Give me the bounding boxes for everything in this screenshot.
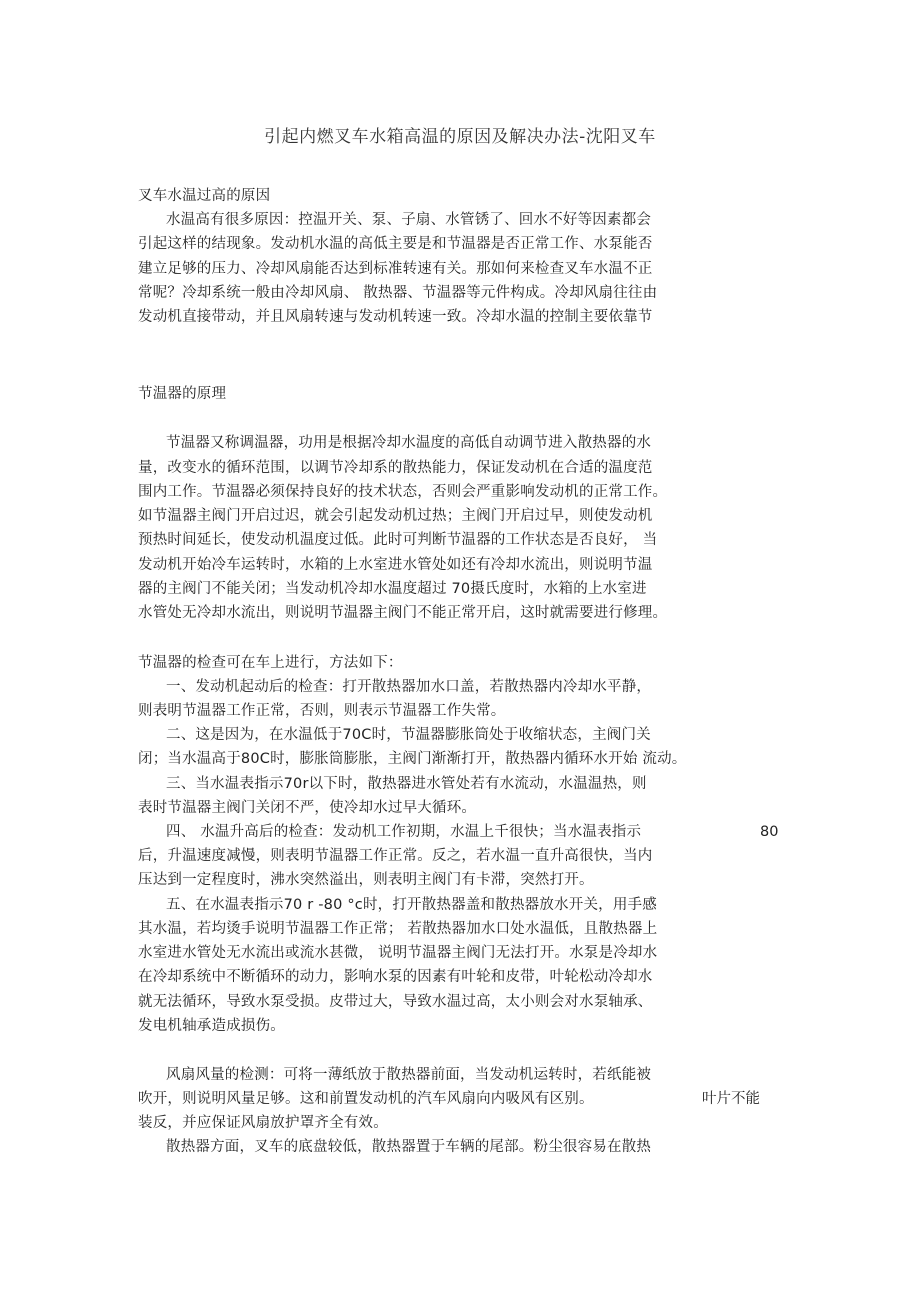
paragraph-line: 在冷却系统中不断循环的动力，影响水泵的因素有叶轮和皮带，叶轮松动冷却水 [138,969,653,985]
paragraph-fragment: 叶片不能 [702,1091,760,1107]
paragraph-line: 发动机直接带动，并且风扇转速与发动机转速一致。冷却水温的控制主要依靠节 [138,309,653,325]
paragraph-line: 闭；当水温高于80C时，膨胀筒膨胀，主阀门渐渐打开，散热器内循环水开始 流动。 [138,751,687,767]
paragraph-line: 量，改变水的循环范围，以调节冷却系的散热能力，保证发动机在合适的温度范 [138,460,653,476]
paragraph-line: 吹开，则说明风量足够。这和前置发动机的汽车风扇向内吸风有区别。 [138,1091,594,1107]
paragraph-line: 如节温器主阀门开启过迟，就会引起发动机过热；主阀门开启过早，则使发动机 [138,508,653,524]
section-heading-thermostat: 节温器的原理 [138,386,227,402]
paragraph-line: 三、当水温表指示70r以下时，散热器进水管处若有水流动，水温温热，则 [166,776,647,792]
paragraph-line: 就无法循环，导致水泵受损。皮带过大，导致水温过高，太小则会对水泵轴承、 [138,994,653,1010]
document-title: 引起内燃叉车水箱高温的原因及解决办法-沈阳叉车 [264,127,656,147]
paragraph-line: 水室进水管处无水流出或流水甚微， 说明节温器主阀门无法打开。水泵是冷却水 [138,945,658,961]
paragraph-line: 围内工作。节温器必须保持良好的技术状态，否则会严重影响发动机的正常工作。 [138,484,668,500]
paragraph-line: 五、在水温表指示70 r -80 °c时，打开散热器盖和散热器放水开关，用手感 [166,897,657,913]
paragraph-line: 预热时间延长，使发动机温度过低。此时可判断节温器的工作状态是否良好， 当 [138,532,658,548]
paragraph-line: 压达到一定程度时，沸水突然溢出，则表明主阀门有卡滞，突然打开。 [138,872,594,888]
paragraph-line: 水管处无冷却水流出，则说明节温器主阀门不能正常开启，这时就需要进行修理。 [138,605,668,621]
paragraph-line: 发动机开始冷车运转时，水箱的上水室进水管处如还有冷却水流出，则说明节温 [138,557,653,573]
paragraph-line: 风扇风量的检测：可将一薄纸放于散热器前面，当发动机运转时，若纸能被 [166,1067,652,1083]
paragraph-line: 后，升温速度减慢，则表明节温器工作正常。反之，若水温一直升高很快，当内 [138,848,653,864]
section-heading-causes: 叉车水温过高的原因 [138,188,271,204]
paragraph-line: 节温器又称调温器，功用是根据冷却水温度的高低自动调节进入散热器的水 [166,435,652,451]
paragraph-line: 建立足够的压力、冷却风扇能否达到标准转速有关。那如何来检查叉车水温不正 [138,261,653,277]
paragraph-line: 常呢？冷却系统一般由冷却风扇、 散热器、节温器等元件构成。冷却风扇往往由 [138,285,658,301]
paragraph-line: 器的主阀门不能关闭；当发动机冷却水温度超过 70摄氏度时，水箱的上水室进 [138,581,647,597]
paragraph-line: 四、 水温升高后的检查：发动机工作初期，水温上千很快；当水温表指示 [166,824,642,840]
paragraph-line: 装反，并应保证风扇放护罩齐全有效。 [138,1115,388,1131]
paragraph-line: 则表明节温器工作正常，否则，则表示节温器工作失常。 [138,703,506,719]
paragraph-line: 水温高有很多原因：控温开关、泵、子扇、水管锈了、回水不好等因素都会 [166,212,652,228]
paragraph-line: 散热器方面，叉车的底盘较低，散热器置于车辆的尾部。粉尘很容易在散热 [166,1139,652,1155]
paragraph-line: 引起这样的结现象。发动机水温的高低主要是和节温器是否正常工作、水泵能否 [138,236,653,252]
section-heading-check: 节温器的检查可在车上进行，方法如下： [138,655,403,671]
paragraph-line: 其水温，若均烫手说明节温器工作正常； 若散热器加水口处水温低，且散热器上 [138,921,658,937]
paragraph-line: 二、这是因为，在水温低于70C时，节温器膨胀筒处于收缩状态，主阀门关 [166,727,651,743]
paragraph-line: 表时节温器主阀门关闭不严，使冷却水过早大循环。 [138,800,477,816]
paragraph-fragment: 80 [760,824,779,840]
paragraph-line: 发电机轴承造成损伤。 [138,1018,285,1034]
paragraph-line: 一、发动机起动后的检查：打开散热器加水口盖，若散热器内冷却水平静， [166,679,652,695]
